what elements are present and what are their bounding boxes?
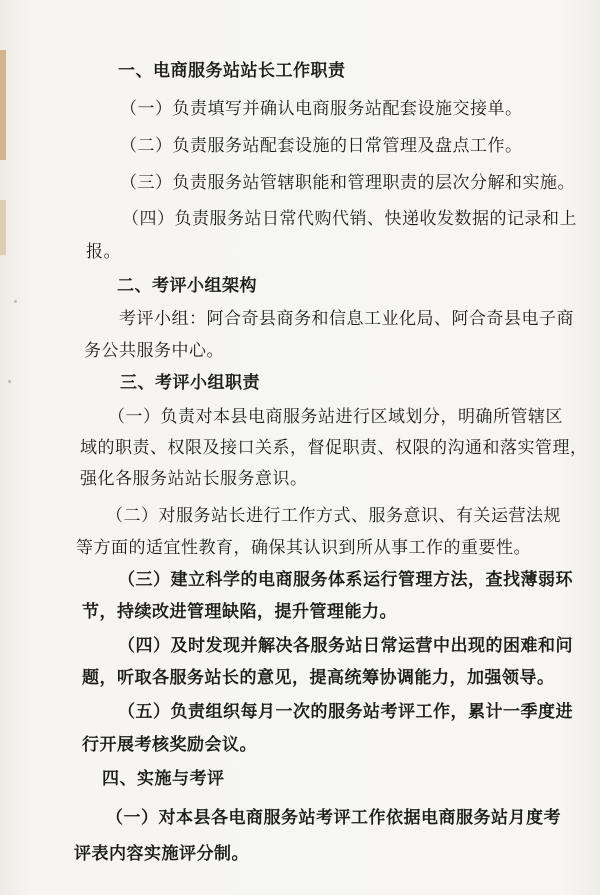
- binding-stain: [0, 50, 6, 160]
- section-heading-1: 一、电商服务站站长工作职责: [118, 61, 346, 81]
- paragraph-line: （四）及时发现并解决各服务站日常运营中出现的困难和问: [118, 636, 573, 656]
- scan-speck: [14, 300, 17, 303]
- paragraph-line: 题，听取各服务站长的意见，提高统筹协调能力，加强领导。: [82, 668, 555, 688]
- paragraph-line: （五）负责组织每月一次的服务站考评工作，累计一季度进: [118, 702, 573, 722]
- paragraph-line: （三）建立科学的电商服务体系运行管理方法，查找薄弱环: [118, 570, 573, 590]
- paragraph-line: （一）负责填写并确认电商服务站配套设施交接单。: [120, 99, 523, 119]
- paragraph-line: 考评小组：阿合奇县商务和信息工业化局、阿合奇县电子商: [119, 309, 574, 329]
- paragraph-line: 评表内容实施评分制。: [74, 844, 249, 864]
- section-heading-4: 四、实施与考评: [102, 769, 225, 789]
- section-heading-3: 三、考评小组职责: [120, 373, 260, 393]
- section-heading-2: 二、考评小组架构: [117, 276, 257, 296]
- paragraph-line: （四）负责服务站日常代购代销、快递收发数据的记录和上: [122, 209, 577, 229]
- paragraph-line: 域的职责、权限及接口关系，督促职责、权限的沟通和落实管理，: [80, 438, 588, 458]
- paragraph-line: 节，持续改进管理缺陷，提升管理能力。: [82, 602, 397, 622]
- paragraph-line: （二）负责服务站配套设施的日常管理及盘点工作。: [120, 136, 523, 156]
- paragraph-line: 务公共服务中心。: [84, 341, 224, 361]
- paragraph-line: 行开展考核奖励会议。: [82, 735, 257, 755]
- paragraph-line: （二）对服务站长进行工作方式、服务意识、有关运营法规: [106, 506, 561, 526]
- paragraph-line: 强化各服务站站长服务意识。: [80, 469, 308, 489]
- scan-speck: [8, 380, 11, 383]
- paragraph-line: 报。: [86, 242, 121, 262]
- paragraph-line: （三）负责服务站管辖职能和管理职责的层次分解和实施。: [120, 173, 575, 193]
- paragraph-line: 等方面的适宜性教育，确保其认识到所从事工作的重要性。: [76, 538, 531, 558]
- binding-stain: [0, 200, 6, 255]
- paragraph-line: （一）负责对本县电商服务站进行区域划分，明确所管辖区: [108, 407, 563, 427]
- paragraph-line: （一）对本县各电商服务站考评工作依据电商服务站月度考: [106, 808, 561, 828]
